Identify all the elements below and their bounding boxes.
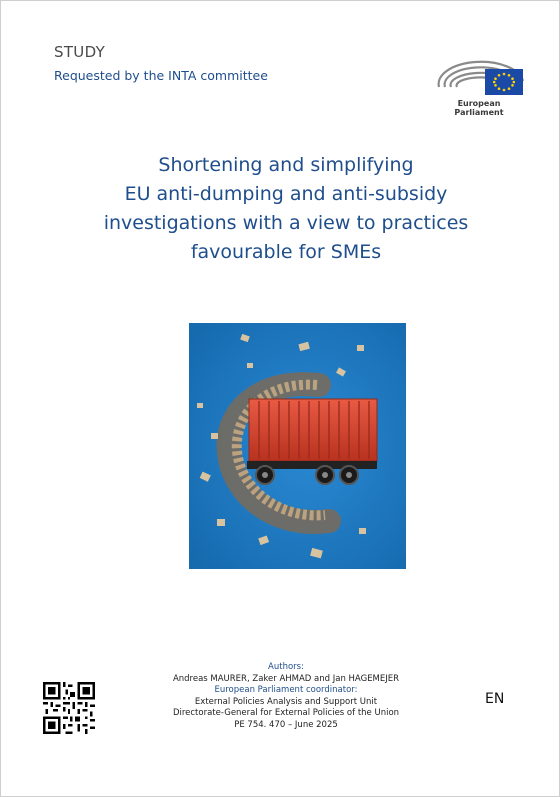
authors-label: Authors:	[268, 662, 304, 672]
language-code: EN	[485, 691, 505, 707]
document-footer	[111, 662, 461, 731]
authors: Andreas MAURER, Zaker AHMAD and Jan HAGEMEJER	[172, 673, 400, 684]
coordinator-unit: External Policies Analysis and Support Unit	[194, 696, 378, 707]
coordinator-label: European Parliament coordinator:	[214, 685, 358, 695]
title-line: Shortening and simplifying	[158, 154, 414, 176]
coordinator-directorate: Directorate-General for External Policies of the Union	[172, 708, 400, 718]
requesting-committee: Requested by the INTA committee	[54, 68, 268, 83]
title-line: EU anti-dumping and anti-subsidy	[124, 183, 448, 205]
document-type-label: STUDY	[54, 43, 106, 61]
cover-image-container-truck	[189, 323, 406, 569]
document-title	[61, 151, 511, 267]
title-line: favourable for SMEs	[190, 241, 382, 263]
logo-text: European Parliament	[454, 99, 504, 117]
title-line: investigations with a view to practices	[103, 212, 469, 234]
qr-code-icon[interactable]	[43, 682, 95, 734]
document-reference: PE 754. 470 – June 2025	[234, 719, 338, 730]
